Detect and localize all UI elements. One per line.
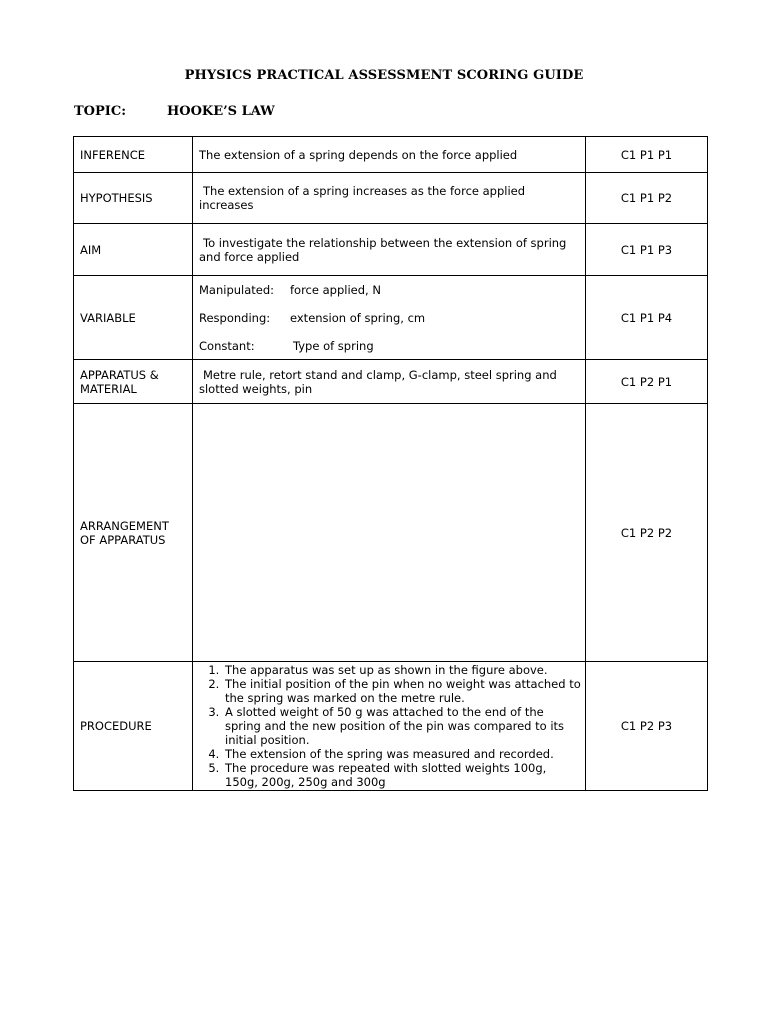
- row-code: C1 P1 P4: [586, 276, 708, 360]
- table-row-arrangement: [74, 404, 708, 662]
- row-code: C1 P2 P3: [586, 662, 708, 791]
- table-row-aim: [74, 224, 708, 276]
- variable-key: Manipulated:: [199, 282, 275, 297]
- table-row-hypothesis: [74, 173, 708, 224]
- row-label: PROCEDURE: [74, 662, 193, 791]
- row-label: AIM: [74, 224, 193, 276]
- row-content: The extension of a spring depends on the force applied: [193, 137, 586, 173]
- variable-key: Constant:: [199, 338, 255, 353]
- variable-constant: [199, 339, 579, 353]
- row-label: APPARATUS & MATERIAL: [74, 360, 193, 404]
- variable-value: extension of spring, cm: [290, 310, 426, 325]
- variable-responding: [199, 311, 579, 325]
- row-content: [193, 662, 586, 791]
- row-content: [193, 276, 586, 360]
- table-row-inference: [74, 137, 708, 173]
- row-code: C1 P2 P2: [586, 404, 708, 662]
- procedure-step: 2. The initial position of the pin when no weight was attached to the spring was marked on the metre rule.: [223, 677, 581, 705]
- row-label: INFERENCE: [74, 137, 193, 173]
- variable-manipulated: [199, 283, 579, 297]
- row-content-text: The extension of a spring increases as the force applied increases: [199, 184, 526, 212]
- variable-value: Type of spring: [293, 338, 374, 353]
- row-content: [193, 173, 586, 224]
- row-label: VARIABLE: [74, 276, 193, 360]
- row-label: ARRANGEMENT OF APPARATUS: [74, 404, 193, 662]
- procedure-step: 3. A slotted weight of 50 g was attached to the end of the spring and the new position of the pin was compared to its initial position.: [223, 705, 581, 747]
- table-row-variable: [74, 276, 708, 360]
- scoring-table: [73, 136, 708, 791]
- row-label: HYPOTHESIS: [74, 173, 193, 224]
- row-code: C1 P1 P2: [586, 173, 708, 224]
- row-code: C1 P1 P3: [586, 224, 708, 276]
- procedure-step: 5. The procedure was repeated with slotted weights 100g, 150g, 200g, 250g and 300g: [223, 761, 581, 789]
- row-content: [193, 360, 586, 404]
- procedure-step: 1. The apparatus was set up as shown in the figure above.: [223, 663, 581, 677]
- document-title: PHYSICS PRACTICAL ASSESSMENT SCORING GUIDE: [184, 68, 584, 83]
- row-content-text: To investigate the relationship between the extension of spring and force applied: [199, 235, 567, 264]
- variable-key: Responding:: [199, 310, 271, 325]
- topic-value: HOOKE’S LAW: [167, 104, 275, 119]
- topic-label: TOPIC:: [74, 104, 126, 119]
- row-content: [193, 224, 586, 276]
- row-code: C1 P1 P1: [586, 137, 708, 173]
- procedure-steps: [197, 663, 581, 789]
- arrangement-figure-area: [193, 404, 586, 662]
- row-content-text: Metre rule, retort stand and clamp, G-clamp, steel spring and slotted weights, pin: [199, 367, 557, 396]
- row-code: C1 P2 P1: [586, 360, 708, 404]
- procedure-step: 4. The extension of the spring was measured and recorded.: [223, 747, 581, 761]
- table-row-procedure: [74, 662, 708, 791]
- variable-value: force applied, N: [290, 282, 381, 297]
- table-row-apparatus: [74, 360, 708, 404]
